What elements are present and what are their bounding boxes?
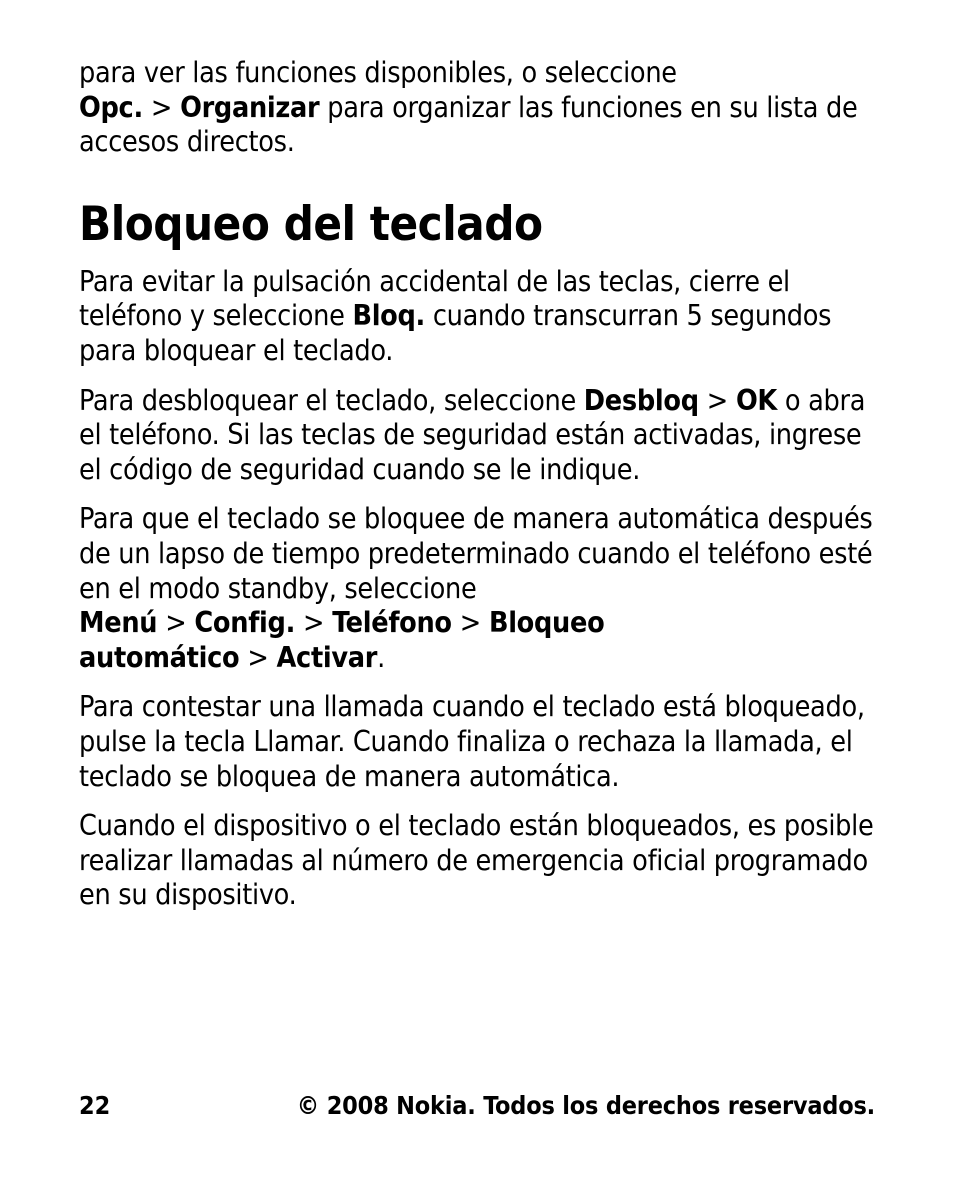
- menu-menu: Menú: [79, 606, 158, 640]
- paragraph-unlock: [79, 384, 879, 488]
- separator: >: [303, 606, 325, 640]
- separator: >: [247, 640, 269, 674]
- lock-text-end: cuando transcurran 5 segundos para bloquear el teclado.: [79, 299, 832, 367]
- paragraph-emergency: Cuando el dispositivo o el teclado están bloqueados, es posible realizar llamadas al número de emergencia oficial programado en su dispositivo.: [79, 809, 874, 912]
- page-number: 22: [79, 1091, 111, 1120]
- paragraph-answer-call: Para contestar una llamada cuando el teclado está bloqueado, pulse la tecla Llamar. Cuando finaliza o rechaza la llamada, el teclado se bloquea de manera automática.: [79, 690, 865, 793]
- menu-activar: Activar: [276, 640, 378, 674]
- separator: >: [150, 90, 173, 124]
- unlock-text: Para desbloquear el teclado, seleccione: [79, 383, 584, 417]
- page-footer: [79, 1090, 875, 1122]
- menu-opc: Opc.: [79, 90, 143, 124]
- separator: >: [165, 606, 187, 640]
- separator: >: [706, 383, 728, 417]
- paragraph-lock: [79, 265, 879, 369]
- autolock-text-end: .: [377, 640, 385, 674]
- page-content: [79, 56, 879, 913]
- unlock-text-end: o abra el teléfono. Si las teclas de seguridad están activadas, ingrese el código de seguridad cuando se le indique.: [79, 383, 866, 486]
- intro-paragraph: [79, 56, 879, 160]
- paragraph-autolock: [79, 502, 879, 675]
- menu-desbloq: Desbloq: [583, 383, 699, 417]
- menu-config: Config.: [194, 606, 296, 640]
- intro-text-end: para organizar las funciones en su lista de accesos directos.: [79, 90, 858, 159]
- section-title: Bloqueo del teclado: [79, 196, 543, 252]
- menu-organizar: Organizar: [180, 90, 320, 124]
- menu-bloq: Bloq.: [352, 299, 425, 333]
- intro-text: para ver las funciones disponibles, o seleccione: [79, 56, 677, 89]
- separator: >: [459, 606, 481, 640]
- menu-bloqueo-automatico: Bloqueo automático: [79, 606, 605, 674]
- menu-telefono: Teléfono: [332, 606, 452, 640]
- autolock-text: Para que el teclado se bloquee de manera automática después de un lapso de tiempo predeterminado cuando el teléfono esté en el modo standby, seleccione: [79, 502, 873, 605]
- lock-text: Para evitar la pulsación accidental de las teclas, cierre el teléfono y seleccione: [79, 264, 790, 333]
- copyright-notice: © 2008 Nokia. Todos los derechos reservados.: [296, 1091, 875, 1120]
- menu-ok: OK: [735, 383, 778, 417]
